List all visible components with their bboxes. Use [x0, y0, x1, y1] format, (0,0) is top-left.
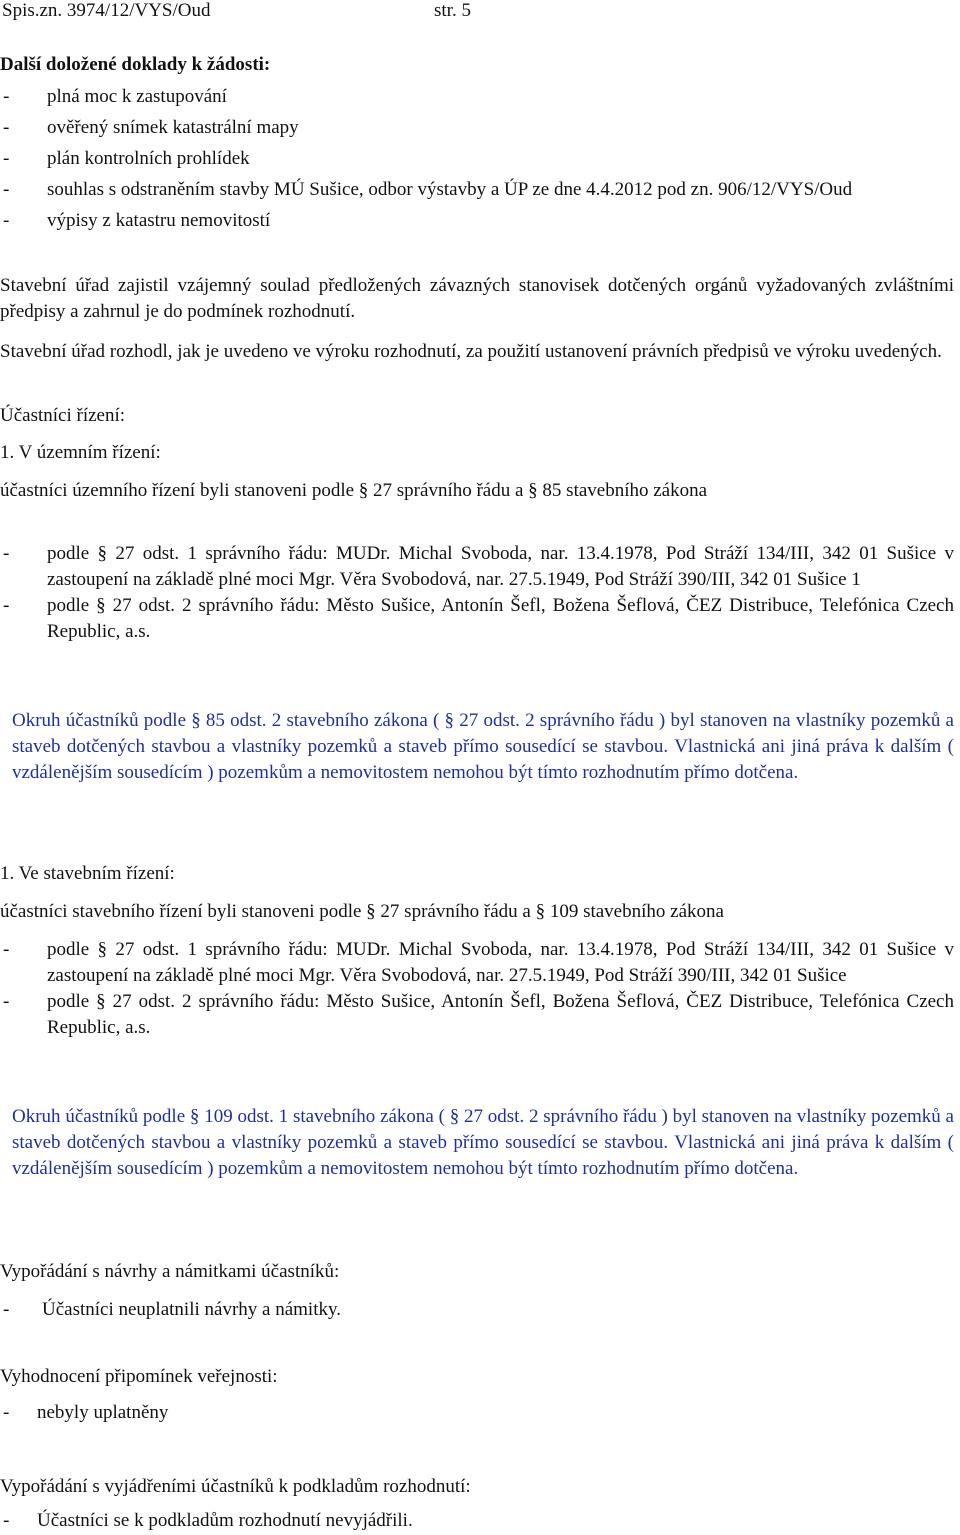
building-heading: 1. Ve stavebním řízení:	[0, 863, 175, 884]
settlement-title: Vypořádání s návrhy a námitkami účastníků:	[0, 1261, 340, 1282]
territorial-intro: účastníci územního řízení byli stanoveni podle § 27 správního řádu a § 85 stavebního zákona	[0, 480, 708, 501]
documents-section	[0, 52, 954, 234]
territorial-heading: 1. V územním řízení:	[0, 442, 161, 463]
paragraph-coordination: Stavební úřad zajistil vzájemný soulad předložených závazných stanovisek dotčených orgánů vyžadovaných zvláštními předpisy a zahrnul je do podmínek rozhodnutí.	[0, 275, 954, 322]
participants-title: Účastníci řízení:	[0, 405, 126, 426]
list-item: - podle § 27 odst. 1 správního řádu: MUDr. Michal Svoboda, nar. 13.4.1978, Pod Stráží 134/III, 342 01 Sušice v zastoupení na základě plné moci Mgr. Věra Svobodová, nar. 27.5.1949, Pod Stráží 390/III, 342 01 Sušice 1	[3, 543, 954, 590]
file-reference: Spis.zn. 3974/12/VYS/Oud	[2, 0, 211, 21]
page-number: str. 5	[434, 0, 471, 21]
list-item: - ověřený snímek katastrální mapy	[3, 117, 299, 138]
statements-title: Vypořádání s vyjádřeními účastníků k podkladům rozhodnutí:	[0, 1476, 471, 1497]
list-item: - souhlas s odstraněním stavby MÚ Sušice, odbor výstavby a ÚP ze dne 4.4.2012 pod zn. 906/12/VYS/Oud	[3, 179, 853, 200]
building-intro: účastníci stavebního řízení byli stanoveni podle § 27 správního řádu a § 109 stavebního zákona	[0, 901, 724, 922]
paragraph-decision: Stavební úřad rozhodl, jak je uvedeno ve výroku rozhodnutí, za použití ustanovení právních předpisů ve výroku uvedených.	[0, 341, 942, 362]
statements-section	[0, 1474, 954, 1534]
settlement-section	[0, 1259, 954, 1323]
building-note: Okruh účastníků podle § 109 odst. 1 stavebního zákona ( § 27 odst. 2 správního řádu ) byl stanoven na vlastníky pozemků a staveb dotčených stavbou a vlastníky pozemků a staveb přímo sousedící se stavbou. Vlastnická ani jiná práva k dalším ( vzdálenějším sousedícím ) pozemkům a nemovitostem nemohou být tímto rozhodnutím přímo dotčena.	[12, 1106, 954, 1179]
public-section	[0, 1364, 954, 1426]
list-item: - podle § 27 odst. 1 správního řádu: MUDr. Michal Svoboda, nar. 13.4.1978, Pod Stráží 134/III, 342 01 Sušice v zastoupení na základě plné moci Mgr. Věra Svobodová, nar. 27.5.1949, Pod Stráží 390/III, 342 01 Sušice	[3, 939, 954, 986]
list-item: - podle § 27 odst. 2 správního řádu: Město Sušice, Antonín Šefl, Božena Šeflová, ČEZ Distribuce, Telefónica Czech Republic, a.s.	[3, 991, 954, 1038]
building-participants-list	[0, 937, 954, 1041]
public-title: Vyhodnocení připomínek veřejnosti:	[0, 1366, 278, 1387]
list-item: - výpisy z katastru nemovitostí	[3, 210, 271, 231]
list-item: - plán kontrolních prohlídek	[3, 148, 250, 169]
list-item: - podle § 27 odst. 2 správního řádu: Město Sušice, Antonín Šefl, Božena Šeflová, ČEZ Distribuce, Telefónica Czech Republic, a.s.	[3, 595, 954, 642]
list-item: - Účastníci neuplatnili návrhy a námitky.	[3, 1299, 341, 1320]
territorial-participants-list	[0, 541, 954, 645]
list-item: - nebyly uplatněny	[3, 1402, 169, 1423]
territorial-note: Okruh účastníků podle § 85 odst. 2 stavebního zákona ( § 27 odst. 2 správního řádu ) byl stanoven na vlastníky pozemků a staveb dotčených stavbou a vlastníky pozemků a staveb přímo sousedící se stavbou. Vlastnická ani jiná práva k dalším ( vzdálenějším sousedícím ) pozemkům a nemovitostem nemohou být tímto rozhodnutím přímo dotčena.	[12, 710, 954, 783]
documents-title: Další doložené doklady k žádosti:	[0, 54, 271, 75]
list-item: - plná moc k zastupování	[3, 86, 227, 107]
list-item: - Účastníci se k podkladům rozhodnutí nevyjádřili.	[3, 1510, 413, 1531]
page-header	[2, 0, 902, 24]
